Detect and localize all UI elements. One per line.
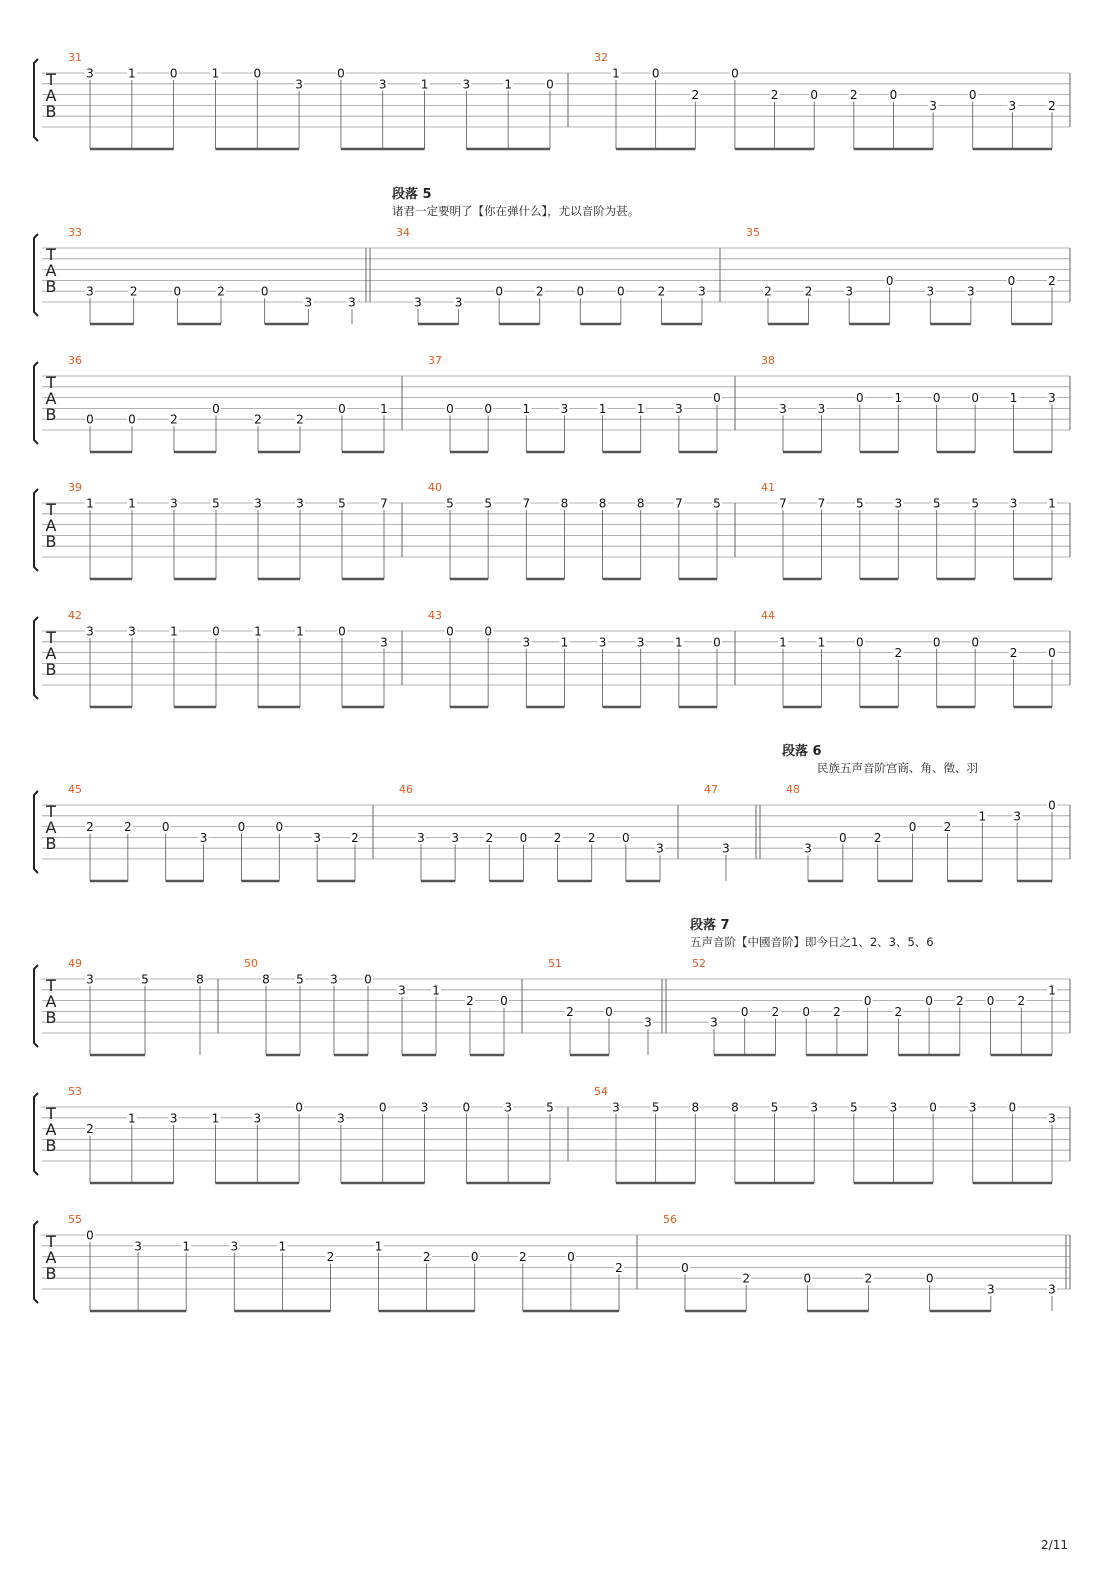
fret-number: 2 (518, 1250, 527, 1265)
fret-number: 1 (128, 496, 136, 511)
measure-number: 49 (68, 957, 82, 970)
fret-number: 0 (713, 391, 721, 406)
fret-number: 5 (212, 496, 220, 511)
fret-number: 3 (845, 284, 853, 299)
measure-number: 31 (68, 51, 82, 64)
fret-number: 3 (414, 295, 422, 310)
fret-number: 8 (262, 972, 270, 987)
tab-clef-letter: A (45, 644, 57, 663)
tab-clef-letter: T (46, 802, 56, 821)
fret-number: 2 (742, 1271, 750, 1286)
fret-number: 0 (971, 391, 979, 406)
fret-number: 3 (968, 1100, 977, 1115)
fret-number: 1 (254, 624, 262, 639)
fret-number: 5 (296, 972, 304, 987)
fret-number: 0 (495, 284, 503, 299)
fret-number: 2 (771, 1004, 780, 1019)
measure-number: 52 (692, 957, 706, 970)
fret-number: 1 (894, 391, 903, 406)
staff-bracket (34, 791, 38, 873)
fret-number: 8 (636, 496, 645, 511)
fret-number: 3 (722, 841, 730, 856)
section-6-header (782, 740, 978, 776)
fret-number: 1 (278, 1239, 287, 1254)
fret-number: 2 (129, 284, 138, 299)
fret-number: 1 (296, 624, 304, 639)
measure-number: 56 (663, 1213, 677, 1226)
fret-number: 0 (740, 1004, 749, 1019)
fret-number: 3 (451, 830, 459, 845)
fret-number: 5 (856, 496, 864, 511)
fret-number: 3 (128, 624, 136, 639)
fret-number: 1 (211, 66, 220, 81)
fret-number: 3 (929, 98, 937, 113)
fret-number: 5 (651, 1100, 660, 1115)
measure-number: 37 (428, 354, 442, 367)
measure-number: 48 (786, 783, 800, 796)
fret-number: 0 (86, 1228, 94, 1243)
fret-number: 3 (698, 284, 706, 299)
tab-clef-letter: A (45, 261, 57, 280)
measure-number: 43 (428, 609, 442, 622)
fret-number: 2 (170, 412, 178, 427)
fret-number: 1 (86, 496, 94, 511)
tab-clef-letter: B (45, 660, 57, 679)
fret-number: 3 (504, 1100, 513, 1115)
fret-number: 3 (330, 972, 338, 987)
measure-number: 34 (396, 226, 410, 239)
fret-number: 1 (127, 1111, 136, 1126)
fret-number: 3 (636, 635, 645, 650)
fret-number: 0 (484, 401, 492, 416)
section-7-subtitle: 五声音阶【中國音阶】即今日之1、2、3、5、6 (690, 935, 934, 949)
measure-number: 33 (68, 226, 82, 239)
fret-number: 0 (161, 820, 170, 835)
fret-number: 1 (170, 624, 178, 639)
fret-number: 3 (313, 830, 321, 845)
section-6-title: 段落 6 (782, 744, 822, 759)
fret-number: 0 (986, 994, 995, 1009)
tab-clef-letter: T (46, 70, 56, 89)
fret-number: 3 (398, 983, 406, 998)
fret-number: 3 (1048, 391, 1056, 406)
staff-bracket (34, 1221, 38, 1303)
fret-number: 3 (894, 496, 903, 511)
measure-number: 41 (761, 481, 775, 494)
fret-number: 0 (968, 88, 977, 103)
measure-number: 47 (704, 783, 718, 796)
fret-number: 5 (932, 496, 941, 511)
fret-number: 3 (804, 841, 812, 856)
section-7-header (690, 914, 934, 950)
fret-number: 1 (182, 1239, 191, 1254)
fret-number: 8 (196, 972, 204, 987)
fret-number: 3 (675, 401, 683, 416)
fret-number: 3 (779, 401, 787, 416)
fret-number: 0 (925, 994, 933, 1009)
measure-number: 53 (68, 1085, 82, 1098)
tab-clef-letter: A (45, 1248, 57, 1267)
fret-number: 0 (576, 284, 585, 299)
fret-number: 0 (212, 624, 220, 639)
fret-number: 2 (1017, 994, 1026, 1009)
fret-number: 2 (833, 1004, 841, 1019)
fret-number: 1 (420, 77, 429, 92)
section-5-title: 段落 5 (392, 187, 432, 202)
fret-number: 2 (254, 412, 262, 427)
tab-clef-letter: A (45, 389, 57, 408)
fret-number: 2 (1048, 273, 1056, 288)
fret-number: 0 (971, 635, 979, 650)
fret-number: 3 (889, 1100, 898, 1115)
fret-number: 0 (651, 66, 660, 81)
fret-number: 3 (817, 401, 826, 416)
tab-clef-letter: B (45, 1264, 57, 1283)
fret-number: 2 (296, 412, 304, 427)
tab-clef-letter: T (46, 976, 56, 995)
fret-number: 2 (691, 88, 700, 103)
fret-number: 3 (522, 635, 531, 650)
fret-number: 0 (802, 1004, 811, 1019)
measure-number: 45 (68, 783, 82, 796)
tab-clef-letter: T (46, 245, 56, 264)
fret-number: 1 (598, 401, 607, 416)
fret-number: 0 (253, 66, 262, 81)
fret-number: 0 (863, 994, 872, 1009)
section-5-subtitle: 诸君一定要明了【你在弹什么】，尤以音阶为甚。 (392, 204, 640, 218)
fret-number: 0 (932, 635, 941, 650)
fret-number: 2 (217, 284, 225, 299)
tab-clef-letter: T (46, 373, 56, 392)
fret-number: 2 (466, 994, 474, 1009)
tab-clef-letter: A (45, 1120, 57, 1139)
fret-number: 0 (173, 284, 182, 299)
fret-number: 2 (894, 1004, 903, 1019)
fret-number: 2 (86, 1122, 94, 1137)
fret-number: 3 (199, 830, 208, 845)
fret-number: 0 (500, 994, 508, 1009)
fret-number: 0 (212, 401, 220, 416)
tab-clef-letter: T (46, 628, 56, 647)
tab-clef-letter: B (45, 102, 57, 121)
fret-number: 1 (504, 77, 513, 92)
fret-number: 2 (553, 830, 562, 845)
measure-number: 46 (399, 783, 413, 796)
fret-number: 0 (885, 273, 894, 288)
fret-number: 3 (169, 1111, 178, 1126)
fret-number: 0 (713, 635, 721, 650)
staff-bracket (34, 489, 38, 571)
fret-number: 0 (338, 401, 346, 416)
fret-number: 3 (295, 77, 303, 92)
tab-clef-letter: B (45, 532, 57, 551)
staff-bracket (34, 234, 38, 316)
fret-number: 7 (817, 496, 826, 511)
fret-number: 2 (351, 830, 359, 845)
fret-number: 3 (462, 77, 471, 92)
fret-number: 2 (657, 284, 666, 299)
fret-number: 0 (337, 66, 345, 81)
fret-number: 5 (141, 972, 149, 987)
measure-number: 39 (68, 481, 82, 494)
tab-clef-letter: B (45, 405, 57, 424)
measure-number: 36 (68, 354, 82, 367)
fret-number: 0 (338, 624, 346, 639)
fret-number: 0 (462, 1100, 471, 1115)
fret-number: 2 (326, 1250, 335, 1265)
measure-number: 50 (244, 957, 258, 970)
tab-clef-letter: T (46, 1232, 56, 1251)
fret-number: 0 (1008, 1100, 1017, 1115)
fret-number: 0 (617, 284, 625, 299)
fret-number: 3 (560, 401, 569, 416)
fret-number: 8 (731, 1100, 739, 1115)
fret-number: 7 (779, 496, 787, 511)
fret-number: 0 (681, 1260, 689, 1275)
fret-number: 3 (304, 295, 313, 310)
fret-number: 1 (779, 635, 787, 650)
fret-number: 0 (169, 66, 178, 81)
fret-number: 0 (856, 635, 864, 650)
fret-number: 7 (380, 496, 388, 511)
fret-number: 0 (484, 624, 492, 639)
fret-number: 3 (86, 284, 94, 299)
fret-number: 3 (170, 496, 178, 511)
fret-number: 0 (237, 820, 246, 835)
fret-number: 2 (86, 820, 94, 835)
fret-number: 1 (374, 1239, 383, 1254)
fret-number: 0 (810, 88, 819, 103)
fret-number: 2 (894, 646, 903, 661)
fret-number: 2 (873, 830, 882, 845)
fret-number: 1 (1048, 496, 1056, 511)
fret-number: 0 (731, 66, 739, 81)
fret-number: 2 (849, 88, 858, 103)
fret-number: 3 (86, 624, 94, 639)
fret-number: 0 (839, 830, 847, 845)
fret-number: 3 (612, 1100, 620, 1115)
fret-number: 2 (943, 820, 952, 835)
fret-number: 3 (967, 284, 975, 299)
fret-number: 2 (955, 994, 964, 1009)
fret-number: 3 (926, 284, 935, 299)
fret-number: 2 (485, 830, 494, 845)
fret-number: 0 (86, 412, 94, 427)
fret-number: 3 (1009, 496, 1018, 511)
fret-number: 0 (378, 1100, 387, 1115)
tab-clef-letter: A (45, 818, 57, 837)
fret-number: 0 (929, 1100, 937, 1115)
fret-number: 0 (605, 1004, 613, 1019)
page-number: 2/11 (1041, 1538, 1068, 1552)
fret-number: 3 (296, 496, 304, 511)
staff-bracket (34, 1093, 38, 1175)
fret-number: 2 (1009, 646, 1018, 661)
section-6-subtitle: 民族五声音阶宫商、角、徵、羽 (817, 761, 978, 775)
fret-number: 3 (1048, 1111, 1056, 1126)
fret-number: 5 (713, 496, 721, 511)
fret-number: 3 (454, 295, 463, 310)
fret-number: 0 (622, 830, 630, 845)
fret-number: 5 (484, 496, 492, 511)
staff-bracket (34, 59, 38, 141)
fret-number: 3 (1008, 98, 1017, 113)
fret-number: 2 (422, 1250, 431, 1265)
fret-number: 0 (446, 401, 454, 416)
fret-number: 0 (546, 77, 554, 92)
fret-number: 2 (615, 1260, 623, 1275)
fret-number: 3 (656, 841, 664, 856)
fret-number: 2 (804, 284, 813, 299)
fret-number: 0 (889, 88, 898, 103)
staff-bracket (34, 617, 38, 699)
tab-clef-letter: A (45, 516, 57, 535)
fret-number: 1 (636, 401, 645, 416)
fret-number: 3 (86, 972, 94, 987)
fret-number: 3 (230, 1239, 239, 1254)
fret-number: 3 (337, 1111, 345, 1126)
tab-clef-letter: B (45, 834, 57, 853)
section-5-header (392, 183, 639, 219)
fret-number: 0 (275, 820, 284, 835)
fret-number: 8 (560, 496, 569, 511)
fret-number: 0 (803, 1271, 812, 1286)
measure-number: 40 (428, 481, 442, 494)
fret-number: 0 (925, 1271, 934, 1286)
fret-number: 2 (566, 1004, 574, 1019)
fret-number: 1 (1048, 983, 1056, 998)
tab-clef-letter: A (45, 86, 57, 105)
fret-number: 0 (1048, 646, 1056, 661)
fret-number: 3 (1013, 809, 1021, 824)
section-7-title: 段落 7 (690, 918, 730, 933)
measure-number: 35 (746, 226, 760, 239)
fret-number: 1 (432, 983, 440, 998)
fret-number: 0 (446, 624, 454, 639)
fret-number: 3 (378, 77, 387, 92)
fret-number: 3 (710, 1015, 718, 1030)
fret-number: 1 (127, 66, 136, 81)
fret-number: 5 (770, 1100, 779, 1115)
fret-number: 1 (1009, 391, 1018, 406)
fret-number: 1 (380, 401, 388, 416)
measure-number: 51 (548, 957, 562, 970)
staff-bracket (34, 965, 38, 1047)
fret-number: 0 (295, 1100, 303, 1115)
fret-number: 2 (535, 284, 544, 299)
fret-number: 0 (567, 1250, 575, 1265)
staff-bracket (34, 362, 38, 444)
fret-number: 3 (644, 1015, 652, 1030)
measure-number: 42 (68, 609, 82, 622)
fret-number: 5 (849, 1100, 858, 1115)
fret-number: 3 (417, 830, 425, 845)
fret-number: 5 (446, 496, 454, 511)
tab-clef-letter: T (46, 500, 56, 519)
measure-number: 54 (594, 1085, 608, 1098)
fret-number: 1 (211, 1111, 220, 1126)
fret-number: 1 (675, 635, 683, 650)
fret-number: 7 (522, 496, 531, 511)
fret-number: 3 (254, 496, 262, 511)
fret-number: 1 (560, 635, 569, 650)
fret-number: 0 (128, 412, 136, 427)
tab-clef-letter: A (45, 992, 57, 1011)
fret-number: 0 (908, 820, 917, 835)
fret-number: 0 (1007, 273, 1016, 288)
fret-number: 0 (519, 830, 528, 845)
fret-number: 1 (612, 66, 620, 81)
fret-number: 2 (124, 820, 132, 835)
fret-number: 5 (971, 496, 979, 511)
measure-number: 44 (761, 609, 775, 622)
fret-number: 5 (546, 1100, 554, 1115)
fret-number: 2 (864, 1271, 873, 1286)
fret-number: 0 (932, 391, 941, 406)
measure-number: 55 (68, 1213, 82, 1226)
fret-number: 3 (348, 295, 356, 310)
fret-number: 3 (380, 635, 388, 650)
fret-number: 1 (978, 809, 987, 824)
fret-number: 1 (817, 635, 826, 650)
fret-number: 2 (1048, 98, 1056, 113)
tab-clef-letter: B (45, 1008, 57, 1027)
fret-number: 0 (260, 284, 269, 299)
measure-number: 32 (594, 51, 608, 64)
fret-number: 3 (134, 1239, 142, 1254)
fret-number: 3 (420, 1100, 429, 1115)
fret-number: 3 (987, 1282, 995, 1297)
fret-number: 7 (675, 496, 683, 511)
tab-clef-letter: T (46, 1104, 56, 1123)
fret-number: 5 (338, 496, 346, 511)
fret-number: 3 (86, 66, 94, 81)
fret-number: 3 (598, 635, 607, 650)
fret-number: 1 (522, 401, 531, 416)
fret-number: 0 (856, 391, 864, 406)
fret-number: 0 (1048, 798, 1056, 813)
tab-clef-letter: B (45, 277, 57, 296)
fret-number: 3 (253, 1111, 262, 1126)
fret-number: 2 (587, 830, 596, 845)
fret-number: 0 (364, 972, 372, 987)
fret-number: 2 (770, 88, 779, 103)
fret-number: 2 (764, 284, 772, 299)
tab-clef-letter: B (45, 1136, 57, 1155)
fret-number: 8 (691, 1100, 700, 1115)
fret-number: 3 (1048, 1282, 1056, 1297)
fret-number: 0 (470, 1250, 479, 1265)
measure-number: 38 (761, 354, 775, 367)
fret-number: 8 (598, 496, 607, 511)
fret-number: 3 (810, 1100, 819, 1115)
